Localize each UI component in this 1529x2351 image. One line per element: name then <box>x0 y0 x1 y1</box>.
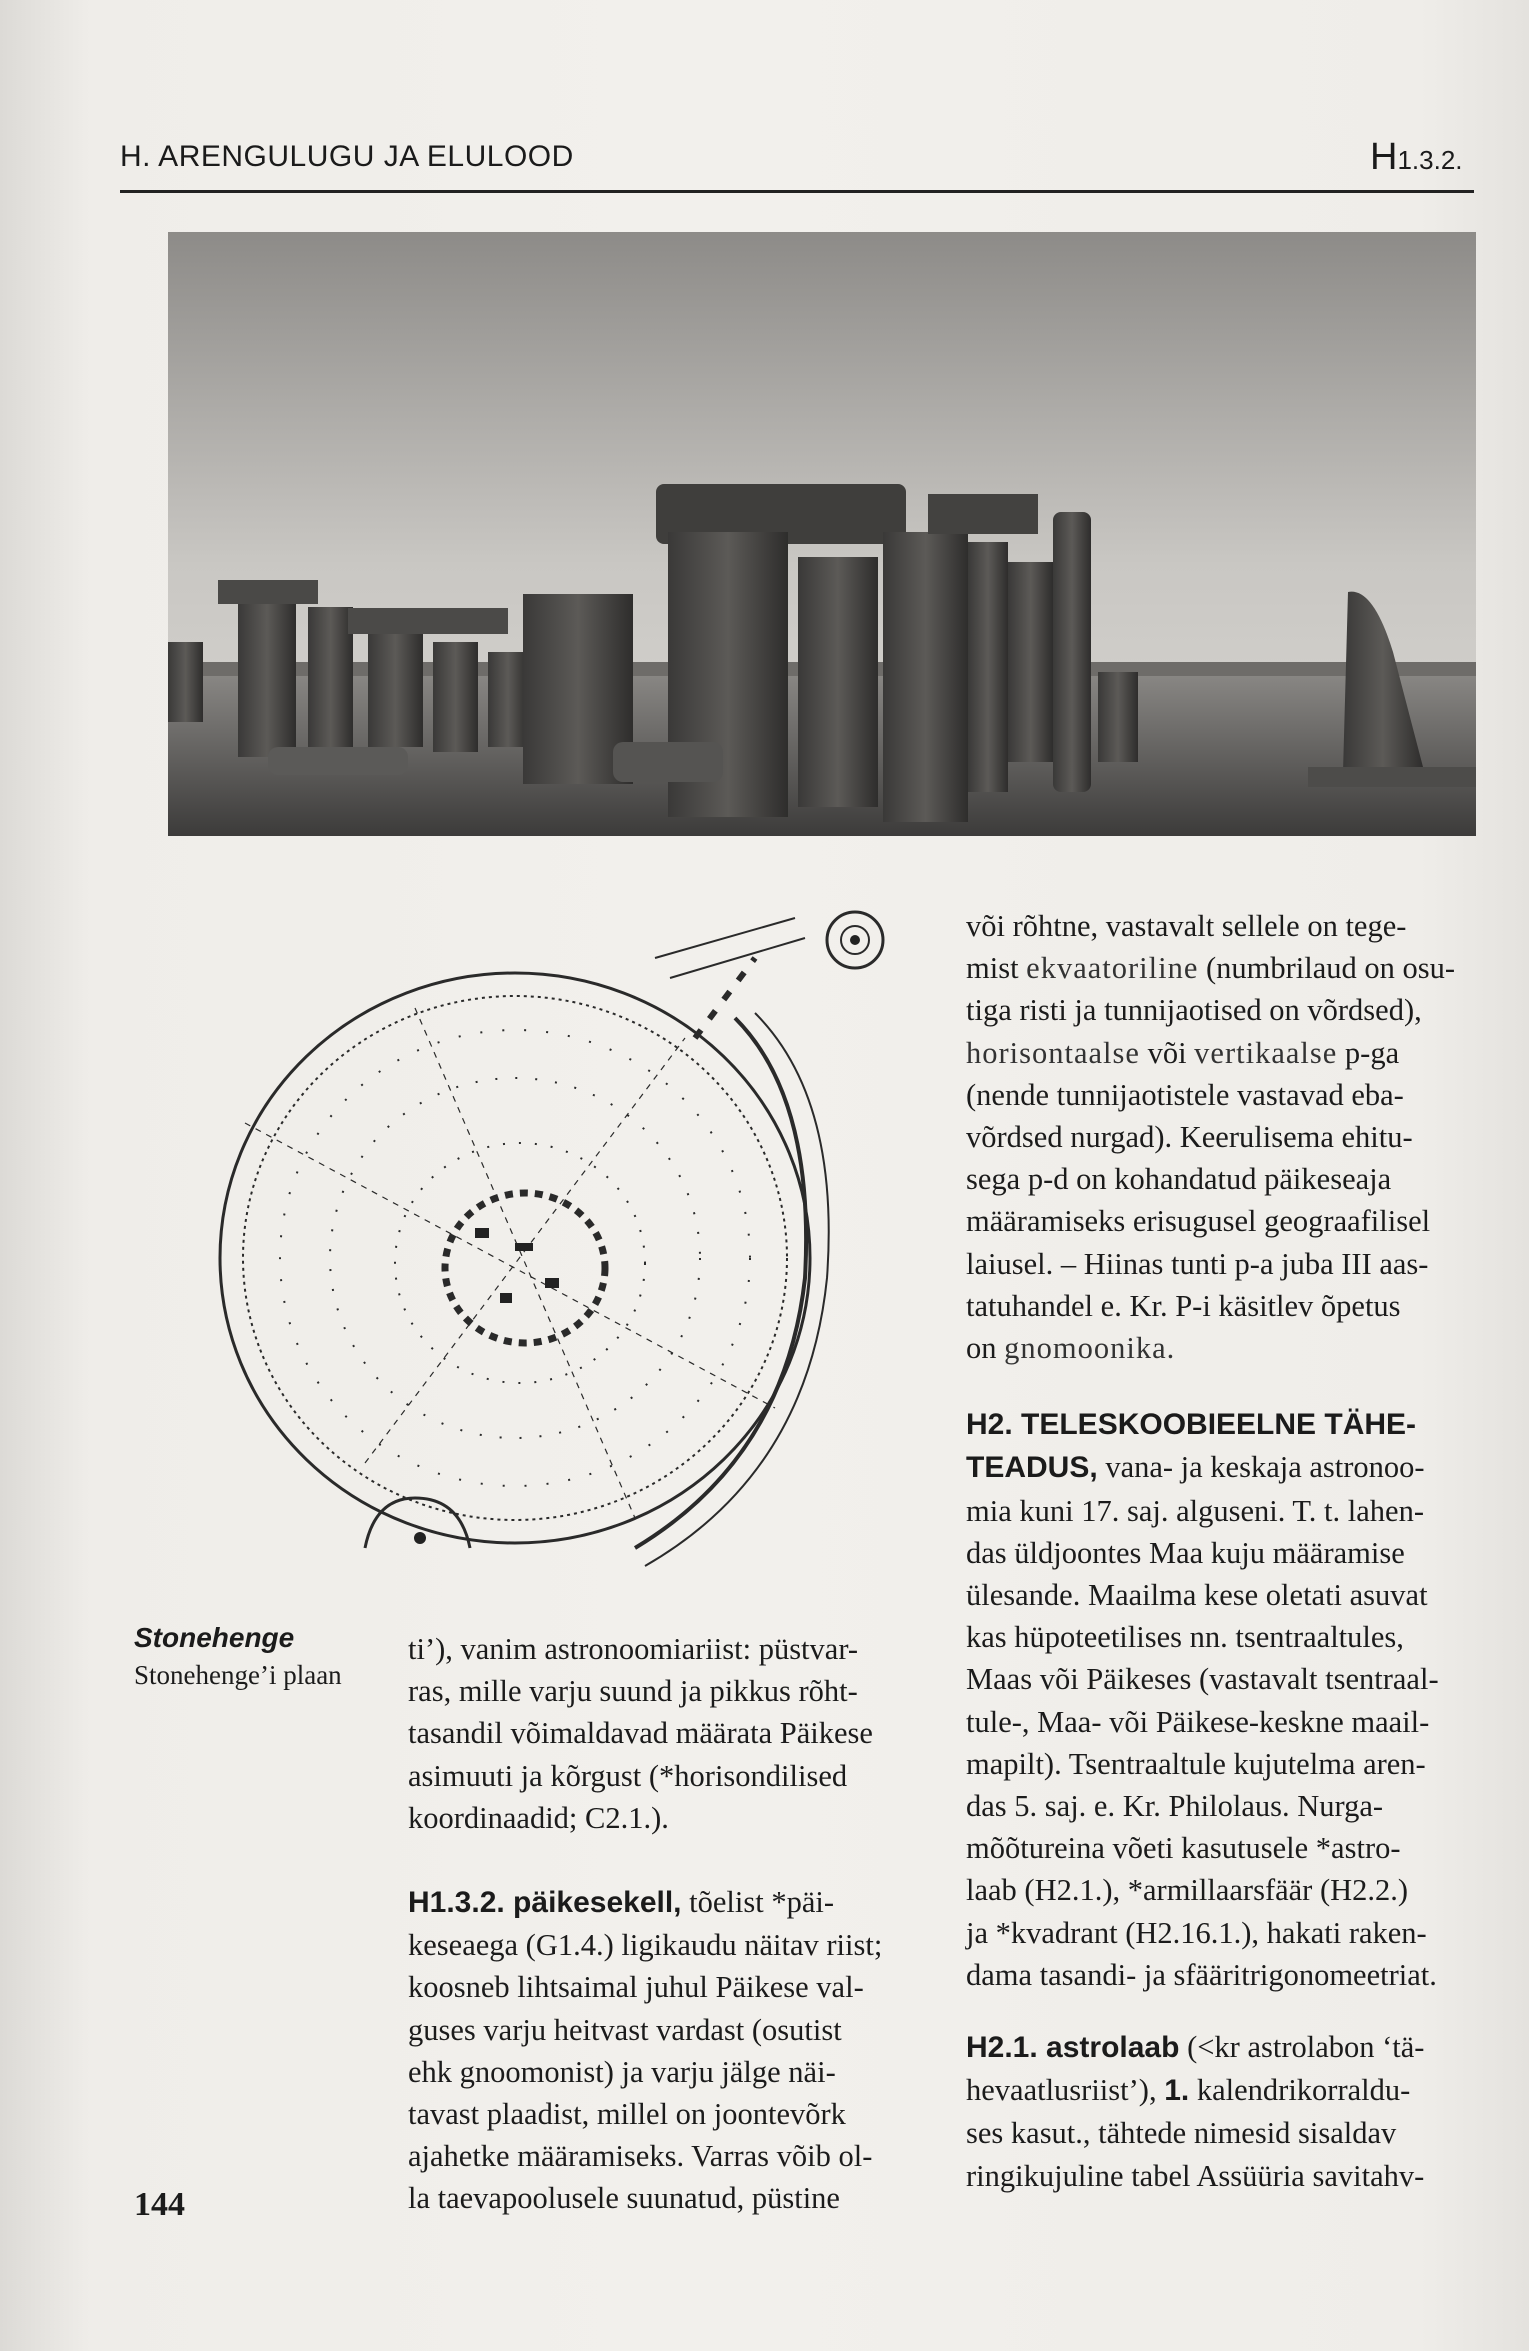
text-line: ses kasut., tähtede nimesid sisaldav <box>966 2116 1397 2151</box>
text-line: mia kuni 17. saj. alguseni. T. t. lahen- <box>966 1493 1424 1528</box>
text-line: H2.1. astrolaab (<kr astrolabon ‘tä- <box>966 2030 1425 2065</box>
section-code-sub: 1.3.2. <box>1397 145 1463 175</box>
text-line: ehk gnoomonist) ja varju jälge näi- <box>408 2054 836 2089</box>
stonehenge-plan-diagram <box>215 898 935 1598</box>
text-line: tatuhandel e. Kr. P-i käsitlev õpetus <box>966 1288 1401 1323</box>
text-line: võrdsed nurgad). Keerulisema ehitu- <box>966 1120 1413 1155</box>
header-rule <box>120 190 1474 193</box>
text-line: (nende tunnijaotistele vastavad eba- <box>966 1077 1404 1112</box>
text-line: ajahetke määramiseks. Varras võib ol- <box>408 2139 873 2174</box>
text-line: Maas või Päikeses (vastavalt tsentraal- <box>966 1662 1439 1697</box>
text-line: ti’), vanim astronoomiariist: püstvar- <box>408 1632 859 1666</box>
text-line: määramiseks erisugusel geograafilisel <box>966 1204 1431 1239</box>
text-line: mist ekvaatoriline (numbrilaud on osu- <box>966 951 1456 986</box>
text-line: keseaega (G1.4.) ligikaudu näitav riist; <box>408 1928 883 1963</box>
text-line: tõelist *päi- <box>689 1885 834 1920</box>
text-line: ras, mille varju suund ja pikkus rõht- <box>408 1674 858 1709</box>
term-vertikaalse: vertikaalse <box>1194 1035 1338 1070</box>
term-horisontaalse: horisontaalse <box>966 1035 1140 1070</box>
running-header <box>120 140 574 174</box>
page-number: 144 <box>134 2186 185 2223</box>
term-astrolaab: H2.1. astrolaab <box>966 2031 1180 2065</box>
middle-column <box>408 1628 964 2220</box>
text-line: ülesande. Maailma kese oletati asuvat <box>966 1578 1428 1613</box>
section-code <box>1370 136 1463 179</box>
text-line: koosneb lihtsaimal juhul Päikese val- <box>408 1970 864 2005</box>
term-gnomoonika: gnomoonika. <box>1004 1331 1176 1366</box>
text-line: mõõtureina võeti kasutusele *astro- <box>966 1831 1401 1866</box>
text-line: tule-, Maa- või Päikese-keskne maail- <box>966 1704 1430 1739</box>
text-line: hevaatlusriist’), 1. kalendrikorraldu- <box>966 2073 1411 2108</box>
text-line: või rõhtne, vastavalt sellele on tege- <box>966 909 1407 943</box>
text-line: tavast plaadist, millel on joontevõrk <box>408 2097 846 2132</box>
stonehenge-photo <box>168 232 1476 836</box>
text-line: dama tasandi- ja sfääritrigonomeetriat. <box>966 1957 1437 1992</box>
text-line: laab (H2.1.), *armillaarsfäär (H2.2.) <box>966 1873 1409 1908</box>
article-h132-first-line <box>408 1881 964 1924</box>
text-line: das 5. saj. e. Kr. Philolaus. Nurga- <box>966 1789 1384 1824</box>
text-line: das üldjoontes Maa kuju määramise <box>966 1535 1405 1570</box>
text-line: mapilt). Tsentraaltule kujutelma aren- <box>966 1746 1426 1781</box>
text-line: asimuuti ja kõrgust (*horisondilised <box>408 1758 848 1793</box>
text-line: TEADUS, vana- ja keskaja astronoo- <box>966 1450 1425 1485</box>
text-line: horisontaalse või vertikaalse p-ga <box>966 1035 1400 1070</box>
figure-caption-text: Stonehenge’i plaan <box>134 1660 342 1690</box>
heading-h2: H2. TELESKOOBIEELNE TÄHE- <box>966 1408 1417 1442</box>
text-line: koordinaadid; C2.1.). <box>408 1800 669 1835</box>
figure-caption-title: Stonehenge <box>134 1622 295 1653</box>
text-line: guses varju heitvast vardast (osutist <box>408 2012 842 2047</box>
text-line: ringikujuline tabel Assüüria savitahv- <box>966 2158 1425 2193</box>
text-line: laiusel. – Hiinas tunti p-a juba III aas- <box>966 1246 1429 1281</box>
section-code-main: H <box>1370 136 1398 178</box>
header-section: H. ARENGULUGU JA ELULOOD <box>120 140 574 173</box>
right-column <box>966 905 1490 2197</box>
text-line: la taevapoolusele suunatud, püstine <box>408 2181 840 2216</box>
text-line: sega p-d on kohandatud päikeseaja <box>966 1162 1392 1197</box>
text-line: ja *kvadrant (H2.16.1.), hakati raken- <box>966 1915 1427 1950</box>
term-ekvaatoriline: ekvaatoriline <box>1026 951 1199 986</box>
text-line: kas hüpoteetilises nn. tsentraaltules, <box>966 1620 1404 1655</box>
text-line: on gnomoonika. <box>966 1331 1176 1366</box>
text-line: tiga risti ja tunnijaotised on võrdsed), <box>966 993 1422 1028</box>
term-paikesekell: H1.3.2. päikesekell, <box>408 1886 682 1920</box>
text-line: tasandil võimaldavad määrata Päikese <box>408 1716 873 1751</box>
